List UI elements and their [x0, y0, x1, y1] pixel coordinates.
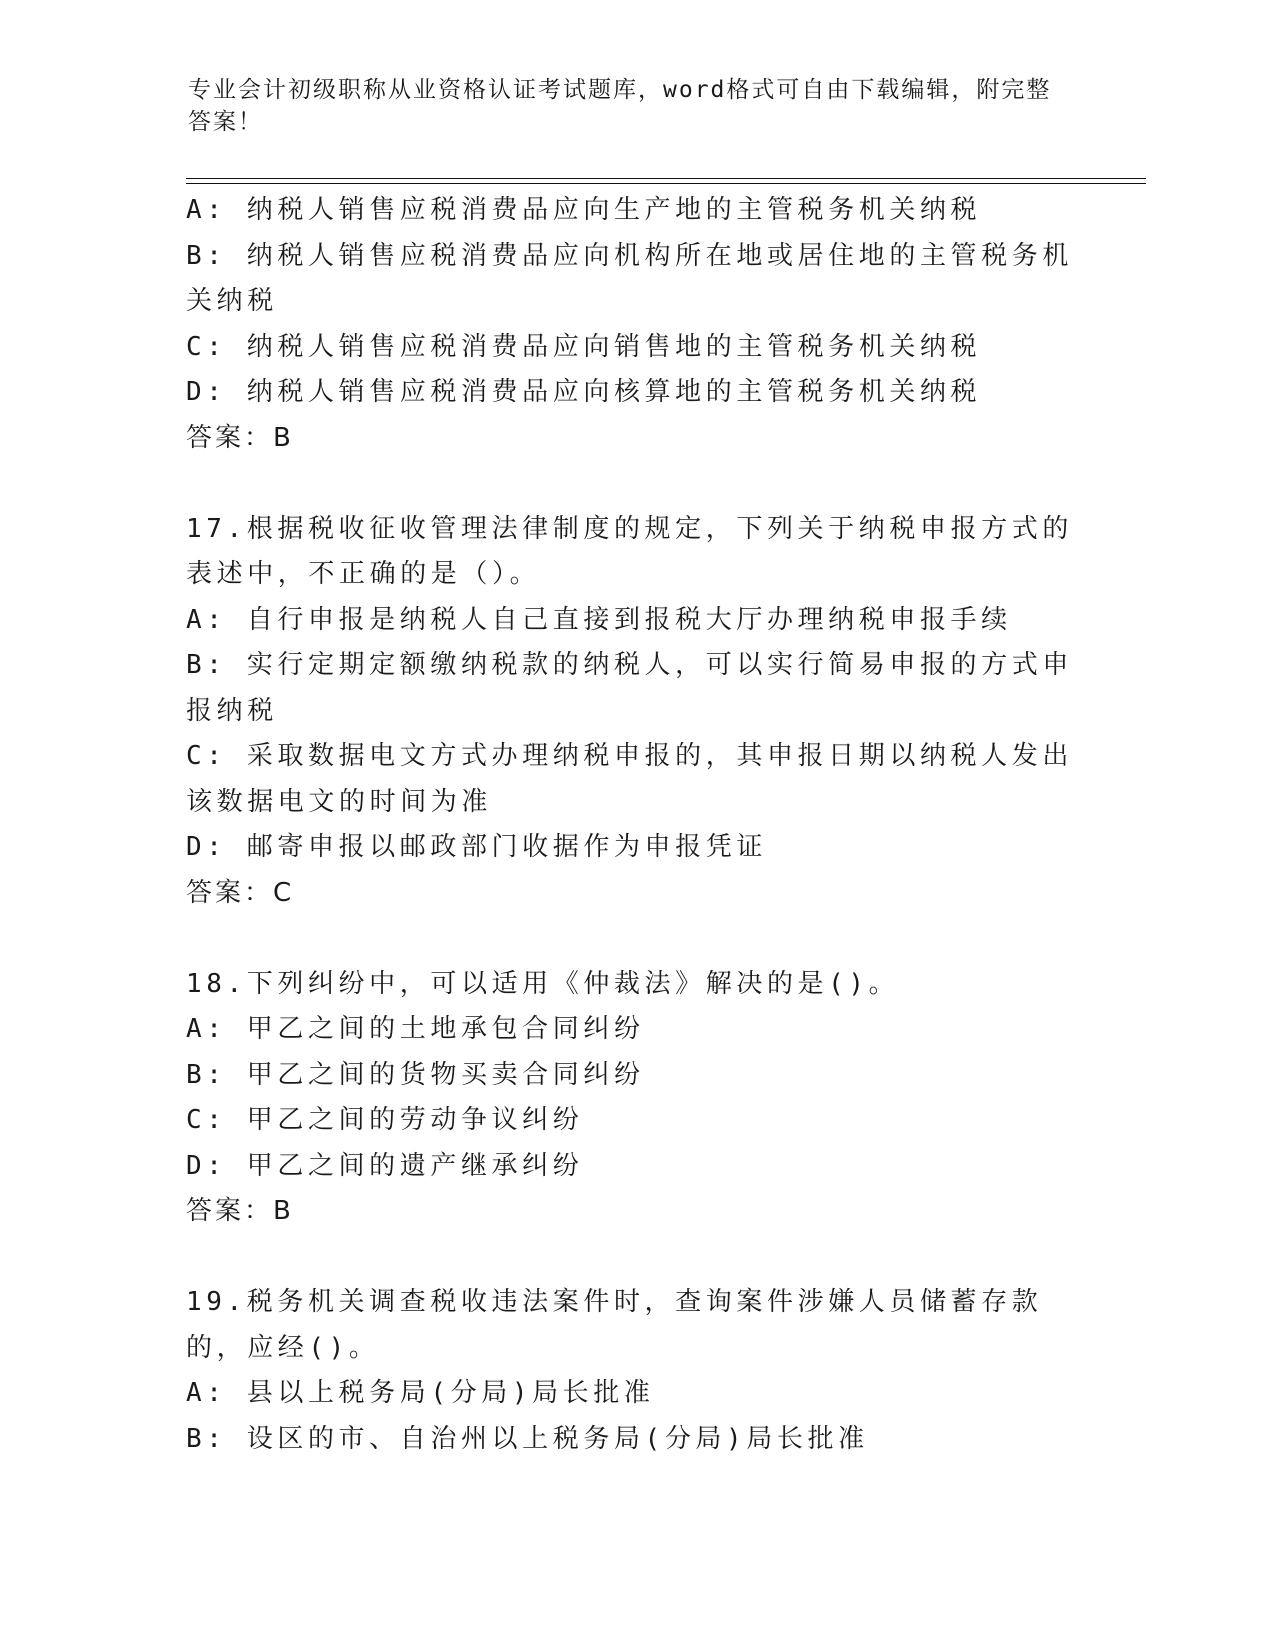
answer: 答案：C	[186, 877, 295, 908]
spacer	[186, 461, 1076, 507]
option-d: D: 邮寄申报以邮政部门收据作为申报凭证	[186, 832, 767, 862]
question-text: 19.税务机关调查税收违法案件时，查询案件涉嫌人员储蓄存款的，应经()。	[186, 1287, 1043, 1363]
option-c: C: 纳税人销售应税消费品应向销售地的主管税务机关纳税	[186, 331, 982, 362]
option-a: A: 县以上税务局(分局)局长批准	[186, 1378, 655, 1408]
question-text: 18.下列纠纷中，可以适用《仲裁法》解决的是()。	[186, 968, 900, 999]
option-a: A: 自行申报是纳税人自己直接到报税大厅办理纳税申报手续	[186, 604, 1012, 635]
question-18	[186, 962, 1076, 1235]
option-d: D: 纳税人销售应税消费品应向核算地的主管税务机关纳税	[186, 377, 982, 407]
answer: 答案：B	[186, 1196, 294, 1226]
option-c: C: 采取数据电文方式办理纳税申报的，其申报日期以纳税人发出该数据电文的时间为准	[186, 741, 1073, 817]
answer: 答案：B	[186, 422, 294, 453]
option-c: C: 甲乙之间的劳动争议纠纷	[186, 1105, 584, 1135]
page-header: 专业会计初级职称从业资格认证考试题库，word格式可自由下载编辑，附完整答案！	[188, 77, 1052, 135]
spacer	[186, 916, 1076, 962]
question-16-tail	[186, 188, 1076, 461]
option-b: B: 设区的市、自治州以上税务局(分局)局长批准	[186, 1423, 869, 1454]
question-text: 17.根据税收征收管理法律制度的规定，下列关于纳税申报方式的表述中，不正确的是（）。	[186, 513, 1073, 589]
header-rule-top	[186, 178, 1146, 179]
question-list	[186, 188, 1076, 1462]
option-a: A: 甲乙之间的土地承包合同纠纷	[186, 1014, 645, 1044]
option-b: B: 纳税人销售应税消费品应向机构所在地或居住地的主管税务机关纳税	[186, 240, 1073, 316]
spacer	[186, 1235, 1076, 1281]
header-rule-bottom	[186, 183, 1146, 184]
option-d: D: 甲乙之间的遗产继承纠纷	[186, 1150, 584, 1181]
option-b: B: 实行定期定额缴纳税款的纳税人，可以实行简易申报的方式申报纳税	[186, 650, 1073, 726]
option-a: A: 纳税人销售应税消费品应向生产地的主管税务机关纳税	[186, 195, 982, 225]
question-17	[186, 507, 1076, 917]
question-19	[186, 1280, 1076, 1462]
option-b: B: 甲乙之间的货物买卖合同纠纷	[186, 1059, 645, 1090]
